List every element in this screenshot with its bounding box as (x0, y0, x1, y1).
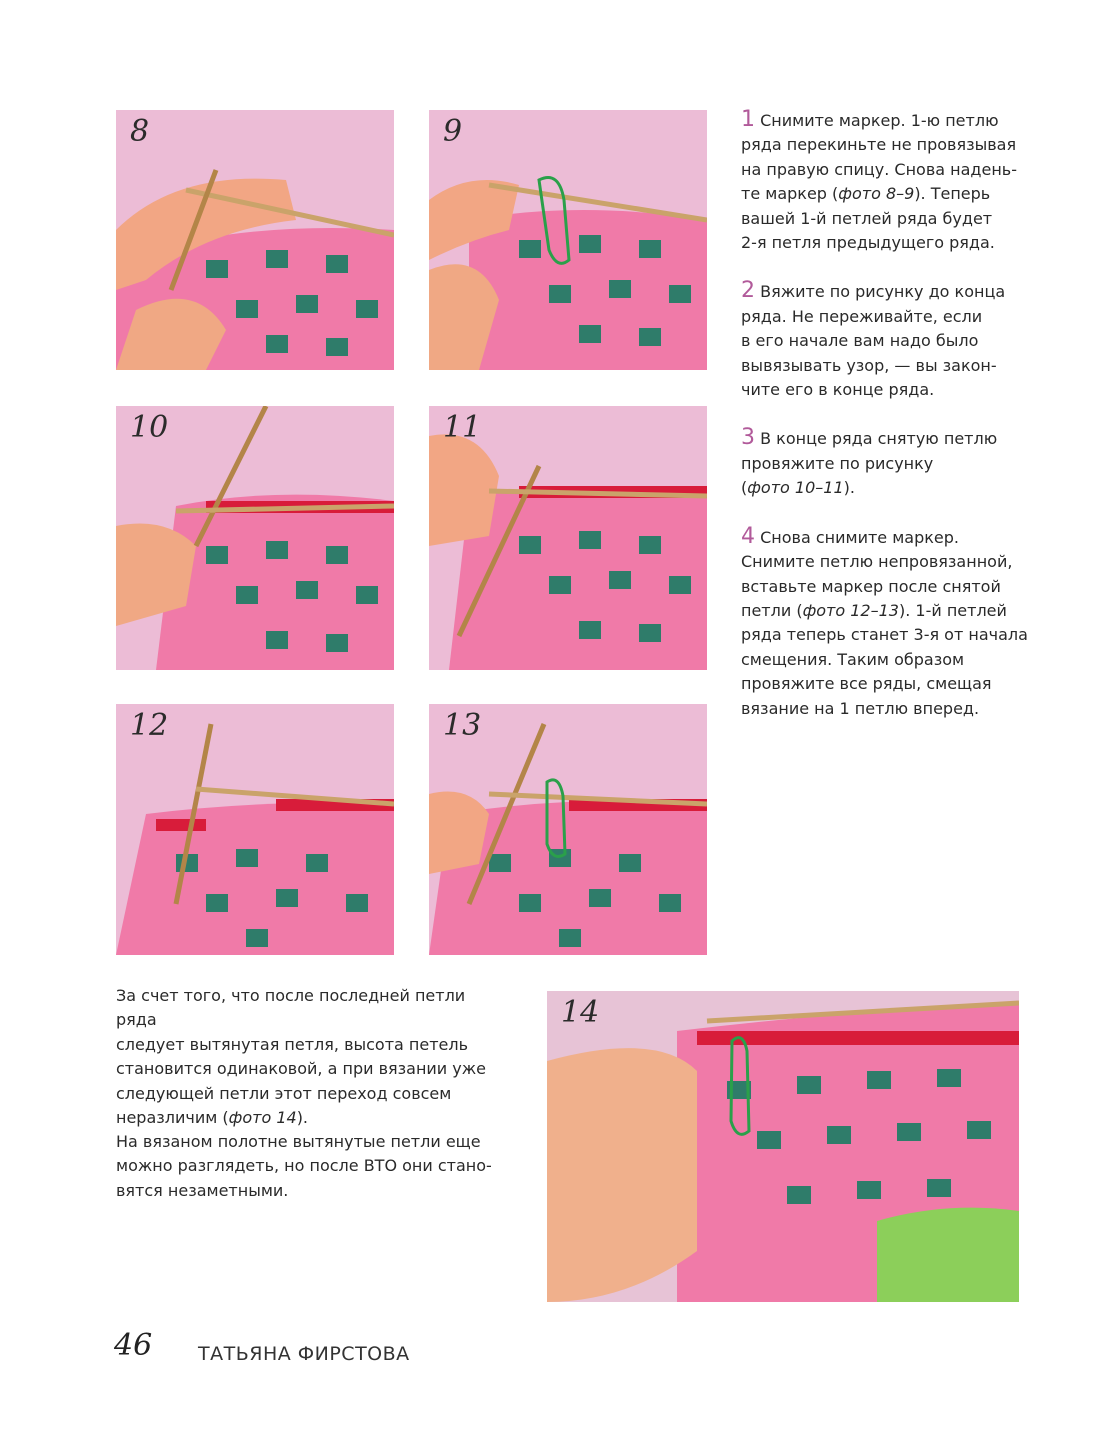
paragraph-text: неразличим ( (116, 1108, 229, 1128)
step-1 (741, 108, 1031, 255)
photo-11 (429, 406, 707, 670)
paragraph-text: ). (296, 1108, 309, 1128)
knitting-photo-image (429, 110, 707, 370)
step-text: ряда перекиньте не провязывая (741, 135, 1017, 155)
step-text: петли ( (741, 600, 803, 620)
step-text: провяжите по рисунку (741, 453, 934, 473)
page-number: 46 (114, 1328, 153, 1363)
instruction-steps (741, 108, 1031, 745)
step-text: ( (741, 478, 748, 498)
step-text: вывязывать узор, — вы закон- (741, 355, 997, 375)
step-text: Снимите маркер. 1-ю петлю (760, 111, 999, 130)
knitting-photo-image (547, 991, 1019, 1302)
step-text: ). Теперь (914, 184, 991, 204)
step-text: вставьте маркер после снятой (741, 576, 1001, 596)
step-text: вязание на 1 петлю вперед. (741, 698, 980, 718)
photo-number: 9 (443, 114, 463, 149)
photo-reference: фото 12–13 (802, 600, 899, 620)
step-text: чите его в конце ряда. (741, 380, 935, 400)
photo-reference: фото 14 (228, 1108, 297, 1128)
paragraph-text: За счет того, что после последней петли ряда (116, 986, 466, 1030)
photo-9 (429, 110, 707, 370)
photo-number: 8 (130, 114, 150, 149)
step-number: 4 (741, 523, 755, 549)
step-text: ряда. Не переживайте, если (741, 306, 983, 326)
paragraph-stretched-loop (116, 984, 506, 1130)
step-text: 2-я петля предыдущего ряда. (741, 233, 995, 253)
paragraph-text: следующей петли этот переход совсем (116, 1083, 452, 1103)
step-text: ). 1-й петлей (898, 600, 1007, 620)
step-number: 3 (741, 425, 755, 451)
step-number: 2 (741, 278, 755, 304)
step-text: Вяжите по рисунку до конца (760, 282, 1006, 302)
paragraph-text: вятся незаметными. (116, 1180, 289, 1200)
paragraph-text: становится одинаковой, а при вязании уже (116, 1059, 487, 1079)
step-2 (741, 279, 1031, 402)
photo-12 (116, 704, 394, 955)
author-name: ТАТЬЯНА ФИРСТОВА (198, 1343, 410, 1365)
step-text: Снимите петлю непровязанной, (741, 552, 1013, 572)
step-text: те маркер ( (741, 184, 839, 204)
photo-14 (547, 991, 1019, 1302)
photo-8 (116, 110, 394, 370)
paragraph-text: можно разглядеть, но после ВТО они стано- (116, 1156, 492, 1176)
photo-number: 12 (130, 708, 169, 743)
photo-10 (116, 406, 394, 670)
step-text: на правую спицу. Снова надень- (741, 159, 1017, 179)
paragraph-blocking (116, 1130, 506, 1203)
step-text: Снова снимите маркер. (760, 527, 959, 547)
step-text: вашей 1-й петлей ряда будет (741, 208, 993, 228)
knitting-photo-image (116, 110, 394, 370)
paragraph-text: На вязаном полотне вытянутые петли еще (116, 1132, 481, 1151)
knitting-photo-image (429, 406, 707, 670)
step-text: ряда теперь станет 3-я от начала (741, 625, 1028, 645)
photo-reference: фото 8–9 (838, 184, 915, 204)
step-number: 1 (741, 107, 755, 132)
knitting-photo-image (116, 406, 394, 670)
photo-number: 14 (561, 995, 600, 1030)
step-text: провяжите все ряды, смещая (741, 674, 992, 694)
step-text: смещения. Таким образом (741, 649, 965, 669)
photo-number: 10 (130, 410, 169, 445)
photo-number: 11 (443, 410, 482, 445)
step-text: ). (843, 478, 855, 498)
photo-number: 13 (443, 708, 482, 743)
step-text: В конце ряда снятую петлю (760, 429, 998, 449)
photo-reference: фото 10–11 (747, 478, 844, 498)
paragraph-text: следует вытянутая петля, высота петель (116, 1034, 469, 1054)
step-4 (741, 525, 1031, 721)
photo-13 (429, 704, 707, 955)
step-text: в его начале вам надо было (741, 331, 979, 351)
step-3 (741, 426, 1031, 500)
